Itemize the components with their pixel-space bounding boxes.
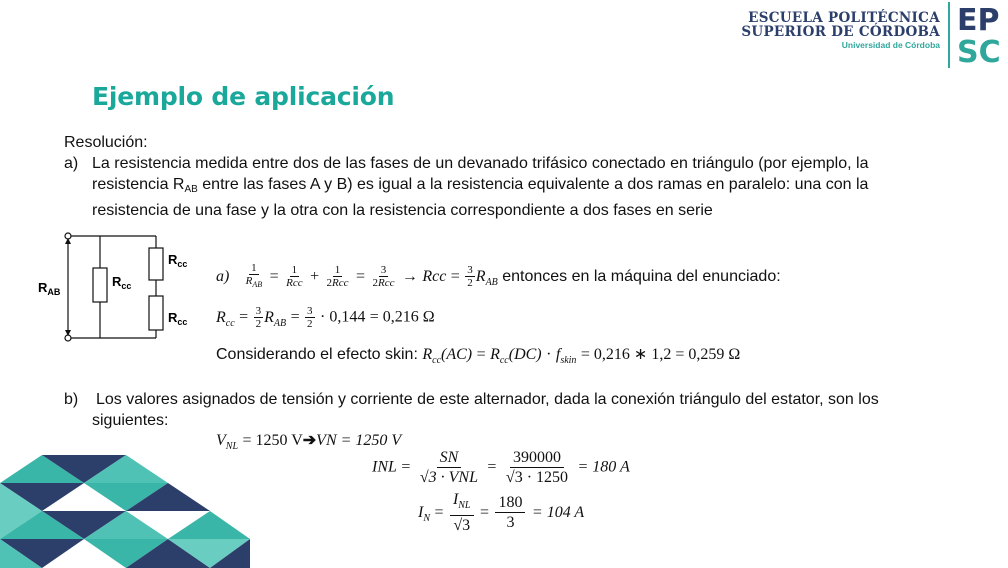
rab-label: $R_{AB}$ [38,280,61,297]
logo-line-2: SUPERIOR DE CÓRDOBA [741,23,940,40]
resistor-rcc-parallel [93,268,107,302]
logo-divider [948,2,950,68]
rcc-label-bottom: $R_{cc}$ [168,310,188,327]
school-logo-text [741,12,940,50]
epsc-logo-mark [954,0,1008,68]
item-a-line-1: La resistencia medida entre dos de las fases de un devanado trifásico conectado en triángulo (por ejemplo, la [92,155,869,172]
rcc-label-parallel: $R_{cc}$ [112,274,132,291]
logo-line-1: ESCUELA POLITÉCNICA [748,10,940,26]
decorative-triangles [0,455,250,568]
resistor-rcc-top [149,248,163,280]
item-a-line-3: resistencia de una fase y la otra con la resistencia correspondiente a dos fases en serie [92,202,713,219]
item-b-line-2: siguientes: [92,412,169,429]
slide-title: Ejemplo de aplicación [92,82,395,111]
skin-effect-values: = 0,216 ∗ 1,2 = 0,259 Ω [580,346,741,363]
resolucion-heading: Resolución: [64,134,148,151]
equation-a-parallel: a) $\frac{1}{R_{AB}}$ = $\frac{1}{\text{Rcc}}$ + $\frac{1}{\text{2Rcc}}$ = $\frac{3}{\text{2Rcc}}$ → Rcc = $\frac{3}{2}$ $R_{AB}$ entonces en la máquina del enunciado: [216,262,781,290]
item-b-marker: b) [64,391,79,408]
item-a-paragraph [92,153,972,221]
equation-rcc-value: $R_{cc}$ = $\frac{3}{2}$ $R_{AB}$ = $\frac{3}{2}$ · 0,144 = 0,216 Ω [216,305,435,330]
circuit-diagram [36,228,206,348]
item-b-paragraph [92,389,976,431]
skin-effect-line: Considerando el efecto skin: $R_{cc}(AC) = R_{cc}(DC) \cdot f_{skin} = 0,216$ ∗ 1,2 = 0,259 Ω [216,346,741,367]
logo-mark-top: EP [957,3,1000,38]
item-a-line-2: resistencia $R_{AB}$ entre las fases A y B) es igual a la resistencia equivalente a dos ramas en paralelo: una con la [92,176,869,195]
skin-effect-text: Considerando el efecto skin: [216,346,418,363]
item-a-marker: a) [64,155,79,172]
logo-mark-bottom: SC [957,35,1001,68]
logo-line-3: Universidad de Córdoba [841,40,940,50]
equation-inl: INL = $\frac{SN}{\text{√3 · VNL}}$ = $\frac{390000}{√3 \cdot 1250}$ = 180 A [372,449,630,486]
item-b-line-1: Los valores asignados de tensión y corriente de este alternador, dada la conexión triángulo del estator, son los [96,391,879,408]
equation-in: $I_N$ = $\frac{I_{NL}}{√3}$ = $\frac{180}{3}$ = 104 A [418,491,585,535]
equation-a-tail: entonces en la máquina del enunciado: [502,267,781,285]
rcc-label-top: $R_{cc}$ [168,252,188,269]
resistor-rcc-bottom [149,296,163,330]
equation-vnl: $V_{NL} = 1250$ V➔VN = 1250 V [216,432,402,453]
